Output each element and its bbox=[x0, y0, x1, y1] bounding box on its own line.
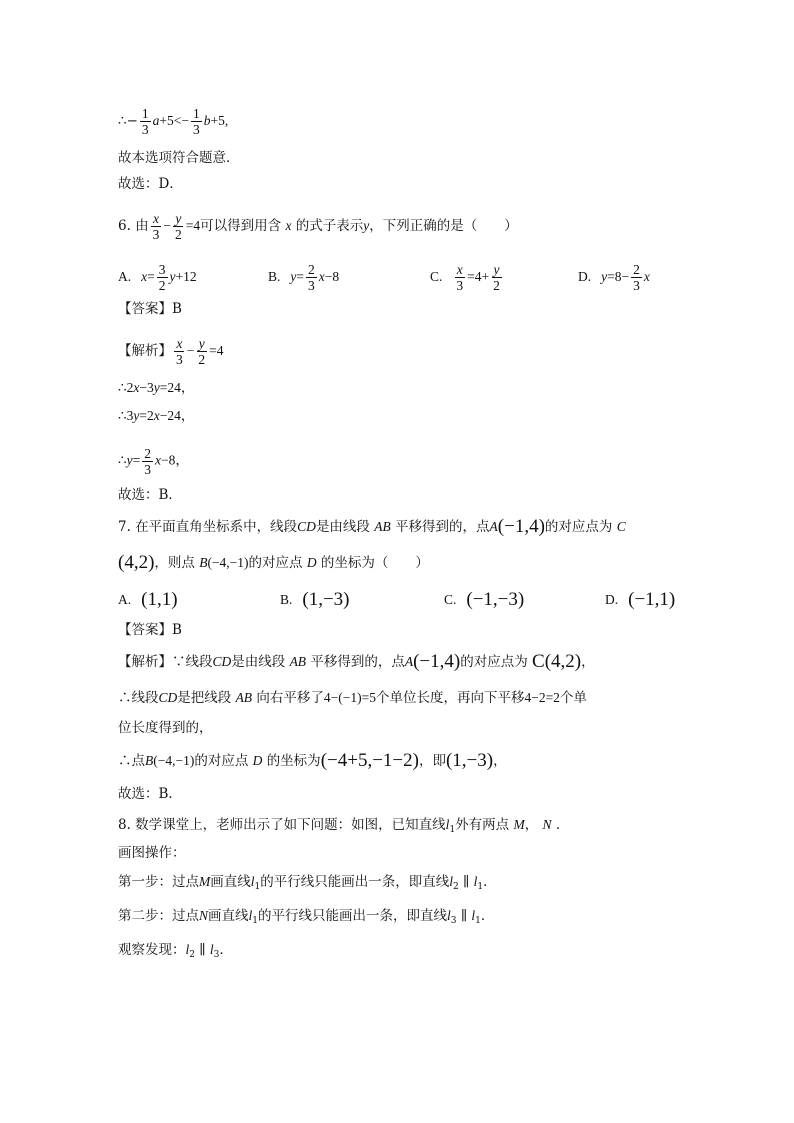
q8-stem: 8. 数学课堂上，老师出示了如下问题：如图，已知直线$l_1$外有两点 M， N ． bbox=[118, 817, 570, 835]
q8-drawing-ops: 画图操作： bbox=[118, 845, 186, 861]
q6-option-c: C. $\frac{x}{3}$ =4+ $\frac{y}{2}$ bbox=[430, 262, 500, 293]
fraction: $\frac{y}{2}$ bbox=[175, 211, 182, 242]
q7-analysis-4: ∴点B(−4,−1)的对应点 D 的坐标为(−4+5,−1−2)，即(1,−3)， bbox=[118, 750, 507, 771]
q6-option-a: A. x= $\frac{3}{2}$ y+12 bbox=[118, 262, 197, 293]
q6-step-3: ∴y= $\frac{2}{3}$ x−8， bbox=[118, 446, 189, 477]
q7-stem-line-1: 7. 在平面直角坐标系中，线段CD是由线段 AB 平移得到的，点A(−1,4)的对应点为 C bbox=[118, 516, 626, 537]
conclusion-line: 故本选项符合题意． bbox=[118, 150, 240, 166]
q7-stem-line-2: (4,2)，则点 B(−4,−1)的对应点 D 的坐标为（ ） bbox=[118, 552, 429, 573]
q6-option-b: B. y= $\frac{2}{3}$ x−8 bbox=[268, 262, 340, 293]
choice-line: 故选：D． bbox=[118, 176, 183, 192]
q8-step-2: 第二步：过点N画直线$l_1$的平行线只能画出一条，即直线$l_3$ ∥ $l_1$． bbox=[118, 908, 495, 926]
q7-conclusion: 故选：B． bbox=[118, 786, 182, 802]
q6-conclusion: 故选：B． bbox=[118, 487, 182, 503]
q7-answer: 【答案】B bbox=[118, 622, 182, 638]
text: +5<− bbox=[159, 113, 189, 128]
q6-stem: 6. 由 $\frac{x}{3}$ − $\frac{y}{2}$ =4可以得到用含 x 的式子表示y，下列正确的是（ ） bbox=[118, 211, 518, 242]
var-a: a bbox=[152, 113, 160, 128]
text: ∴− bbox=[118, 113, 138, 129]
fraction: $\frac{1}{3}$ bbox=[193, 106, 200, 137]
q6-option-d: D. y=8− $\frac{2}{3}$ x bbox=[578, 262, 650, 293]
q7-option-a: A. (1,1) bbox=[118, 589, 178, 610]
q6-analysis: 【解析】 $\frac{x}{3}$ − $\frac{y}{2}$ =4 bbox=[118, 336, 224, 367]
var-b: b bbox=[203, 113, 211, 128]
inequality-line bbox=[118, 106, 228, 137]
q7-option-c: C. (−1,−3) bbox=[444, 589, 525, 610]
q7-analysis-1: 【解析】∵线段CD是由线段 AB 平移得到的，点A(−1,4)的对应点为 C(4,2)， bbox=[118, 651, 595, 672]
text: +5, bbox=[210, 113, 229, 128]
fraction: $\frac{x}{3}$ bbox=[152, 211, 160, 242]
q7-option-b: B. (1,−3) bbox=[280, 589, 350, 610]
q7-option-d: D. (−1,1) bbox=[605, 589, 676, 610]
q8-observation: 观察发现：$l_2$ ∥ $l_3$． bbox=[118, 942, 233, 960]
q8-step-1: 第一步：过点M画直线$l_1$的平行线只能画出一条，即直线$l_2$ ∥ $l_1$． bbox=[118, 874, 497, 892]
fraction: $\frac{1}{3}$ bbox=[141, 106, 149, 137]
q6-answer: 【答案】B bbox=[118, 301, 182, 317]
q7-analysis-3: 位长度得到的， bbox=[118, 720, 213, 736]
q7-analysis-2: ∴线段CD是把线段 AB 向右平移了4−(−1)=5个单位长度，再向下平移4−2=2个单 bbox=[118, 690, 587, 706]
q6-step-1: ∴2x−3y=24， bbox=[118, 380, 195, 395]
q6-step-2: ∴3y=2x−24， bbox=[118, 408, 195, 423]
